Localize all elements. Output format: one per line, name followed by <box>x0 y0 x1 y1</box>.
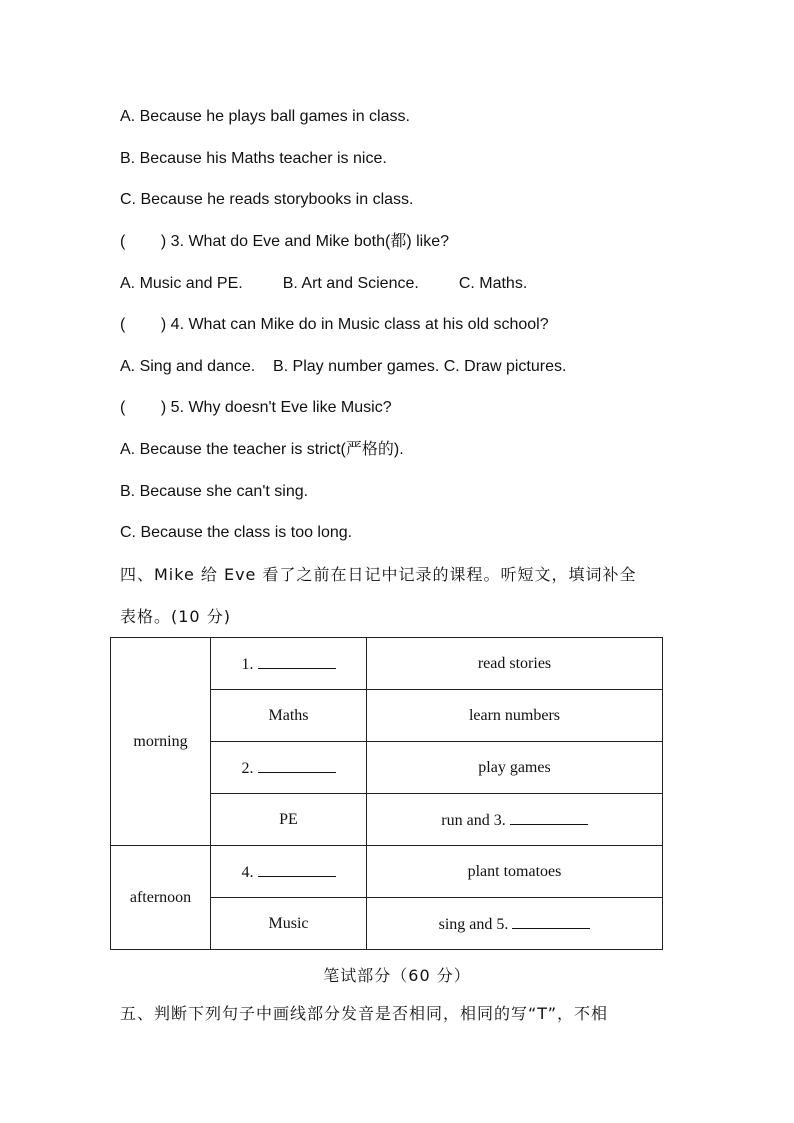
subject-text: Music <box>268 914 309 932</box>
morning-cell <box>111 638 211 846</box>
blank-number: 1. <box>241 655 254 673</box>
options-q3: A. Music and PE. B. Art and Science. C. Maths. <box>120 275 528 292</box>
option-q5-b: B. Because she can't sing. <box>120 483 309 500</box>
activity-cell <box>367 638 663 690</box>
blank-number: 2. <box>241 759 254 777</box>
subject-text: Maths <box>268 706 309 724</box>
subject-cell <box>211 846 367 898</box>
activity-cell <box>367 846 663 898</box>
activity-cell <box>367 898 663 950</box>
activity-cell <box>367 742 663 794</box>
answer-blank-1[interactable] <box>258 654 336 669</box>
subject-cell <box>211 638 367 690</box>
table-row <box>111 846 663 898</box>
subject-text: PE <box>279 810 298 828</box>
answer-blank-5[interactable] <box>512 914 590 929</box>
answer-blank-3[interactable] <box>510 810 588 825</box>
option-q2-c: C. Because he reads storybooks in class. <box>120 191 414 208</box>
answer-blank-4[interactable] <box>258 862 336 877</box>
written-part-heading: 笔试部分（60 分） <box>323 966 471 985</box>
table-row <box>111 638 663 690</box>
activity-text: run and 3. <box>441 811 506 829</box>
option-q2-b: B. Because his Maths teacher is nice. <box>120 150 387 167</box>
answer-blank-2[interactable] <box>258 758 336 773</box>
morning-label: morning <box>133 732 188 750</box>
question-3: ( ) 3. What do Eve and Mike both(都) like? <box>120 233 450 250</box>
activity-cell <box>367 690 663 742</box>
afternoon-cell <box>111 846 211 950</box>
subject-cell <box>211 794 367 846</box>
activity-text: plant tomatoes <box>467 862 562 880</box>
subject-cell <box>211 742 367 794</box>
subject-cell <box>211 898 367 950</box>
question-5: ( ) 5. Why doesn't Eve like Music? <box>120 399 392 416</box>
section-4-heading-cont: 表格。(10 分) <box>120 607 231 626</box>
options-q4: A. Sing and dance. B. Play number games. C. Draw pictures. <box>120 358 567 375</box>
activity-text: play games <box>478 758 551 776</box>
activity-text: read stories <box>477 654 552 672</box>
afternoon-label: afternoon <box>129 888 192 906</box>
activity-text: learn numbers <box>468 706 561 724</box>
section-5-heading: 五、判断下列句子中画线部分发音是否相同，相同的写“T”，不相 <box>120 1004 609 1023</box>
section-4-heading: 四、Mike 给 Eve 看了之前在日记中记录的课程。听短文，填词补全 <box>120 565 637 584</box>
activity-text: sing and 5. <box>438 915 509 933</box>
option-q5-a: A. Because the teacher is strict(严格的). <box>120 441 404 458</box>
activity-cell <box>367 794 663 846</box>
option-q2-a: A. Because he plays ball games in class. <box>120 108 410 125</box>
option-q5-c: C. Because the class is too long. <box>120 524 353 541</box>
question-4: ( ) 4. What can Mike do in Music class at his old school? <box>120 316 549 333</box>
blank-number: 4. <box>241 863 254 881</box>
subject-cell <box>211 690 367 742</box>
schedule-table <box>110 637 663 950</box>
